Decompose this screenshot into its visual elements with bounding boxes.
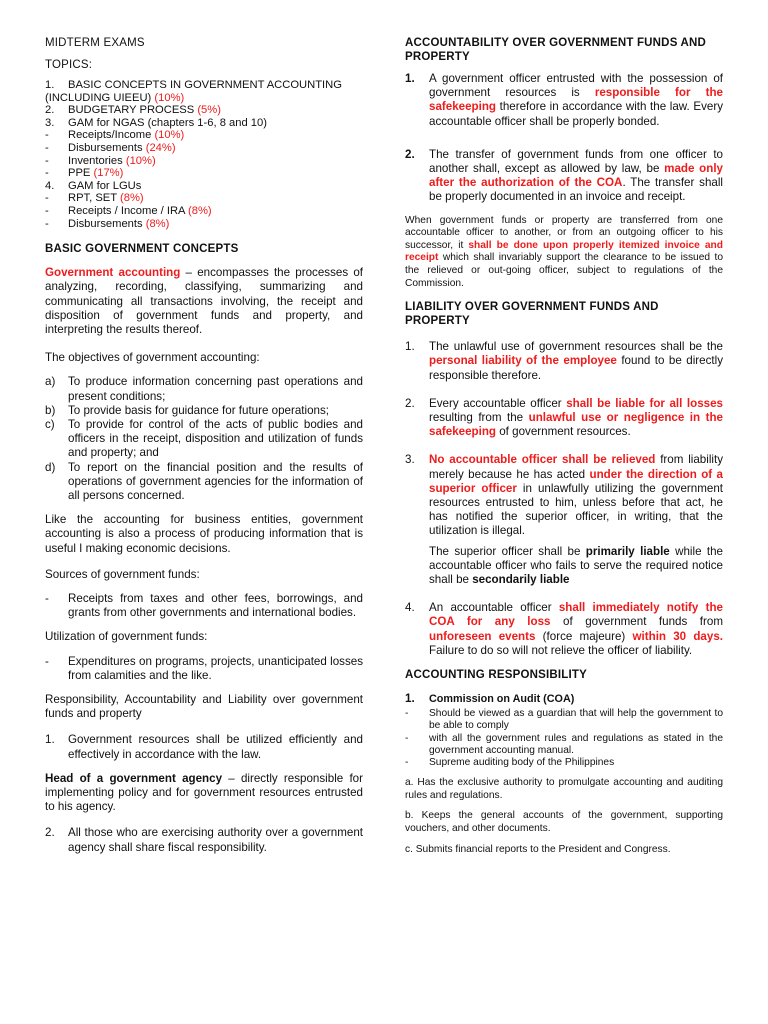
- item-marker: 3.: [405, 453, 415, 467]
- resources-text: Government resources shall be utilized efficiently and effectively in accordance with the law.: [68, 733, 363, 761]
- objective-marker: b): [45, 403, 56, 417]
- like-accounting-paragraph: Like the accounting for business entities, government accounting is also a process of producing information that is useful I making economic decisions.: [45, 513, 363, 555]
- topic-marker: 2.: [45, 104, 55, 117]
- topic-text: Disbursements: [68, 141, 146, 154]
- topic-item: [45, 218, 363, 231]
- note-text: while the accountable officer who fails to serve the required notice shall be: [429, 544, 724, 587]
- dash-marker: -: [405, 732, 409, 744]
- liability-text: resulting from the: [429, 411, 529, 424]
- accountability-text: . The transfer shall be properly documented in an invoice and receipt.: [429, 176, 723, 204]
- superior-officer-note: [405, 545, 723, 588]
- transfer-note: [405, 215, 723, 291]
- liability-text: found to be directly responsible therefore.: [429, 354, 723, 382]
- topic-weight: (8%): [145, 217, 170, 230]
- topic-weight: (5%): [197, 104, 221, 117]
- liability-text: from liability merely because he has acted: [429, 453, 723, 481]
- topic-item: [45, 142, 363, 155]
- accountability-heading: ACCOUNTABILITY OVER GOVERNMENT FUNDS AND PROPERTY: [405, 37, 707, 63]
- fiscal-responsibility-item: [45, 826, 363, 854]
- accountability-item: [405, 72, 723, 129]
- topic-marker: 4.: [45, 179, 55, 192]
- topic-item: [45, 167, 363, 180]
- liability-item: [405, 340, 723, 383]
- transfer-note-text: When government funds or property are transferred from one accountable officer to another, or from an outgoing officer to his successor, it: [405, 214, 723, 251]
- topic-text: GAM for LGUs: [68, 179, 142, 192]
- topic-item: [45, 129, 363, 142]
- topic-marker: -: [45, 141, 49, 154]
- objective-text: To provide for control of the acts of public bodies and officers in the receipt, disposition and utilization of funds and property; and: [68, 417, 363, 460]
- highlight-text: within 30 days.: [632, 629, 723, 643]
- gov-accounting-text: – encompasses the processes of analyzing, recording, classifying, summarizing and communicating all transactions involving, the receipt and disposition of government funds and property, and interpreting the results thereof.: [45, 266, 363, 336]
- topic-marker: -: [45, 204, 49, 217]
- sources-label: Sources of government funds:: [45, 567, 200, 581]
- topic-text: BUDGETARY PROCESS: [68, 104, 198, 117]
- coa-point: a. Has the exclusive authority to promulgate accounting and auditing rules and regulations.: [405, 777, 723, 801]
- liability-text: Every accountable officer: [429, 396, 567, 410]
- item-marker: 2.: [405, 147, 415, 161]
- topic-item: [45, 192, 363, 205]
- accountability-text: therefore in accordance with the law. Every accountable officer shall be properly bonded.: [429, 100, 723, 128]
- coa-text: with all the government rules and regulations as stated in the government accounting manual.: [429, 732, 723, 756]
- topic-weight: (10%): [154, 91, 185, 104]
- accountability-text: A government officer entrusted with the possession of government resources is: [429, 72, 723, 100]
- responsibility-paragraph: Responsibility, Accountability and Liability over government funds and property: [45, 693, 363, 721]
- topic-text: PPE: [68, 167, 94, 180]
- item-marker: 1.: [405, 72, 415, 85]
- coa-point: c. Submits financial reports to the President and Congress.: [405, 843, 671, 855]
- highlight-text: made only after the authorization of the COA: [429, 162, 723, 190]
- coa-item: [405, 708, 723, 732]
- highlight-text: under the direction of a superior officer: [429, 467, 724, 495]
- objective-text: To produce information concerning past operations and present conditions;: [68, 375, 363, 403]
- objective-text: To report on the financial position and the results of operations of government agencies for the information of all persons concerned.: [68, 460, 363, 502]
- liability-text: of government resources.: [496, 425, 631, 439]
- left-column: [45, 30, 363, 855]
- item-marker: 1.: [45, 733, 55, 747]
- liability-text: An accountable officer: [429, 601, 559, 615]
- liability-item: [405, 397, 723, 440]
- fiscal-responsibility-text: All those who are exercising authority over a government agency shall share fiscal responsibility.: [68, 826, 363, 854]
- highlight-text: shall immediately notify the COA for any loss: [429, 601, 723, 629]
- topic-marker: 1.: [45, 79, 55, 91]
- objective-marker: c): [45, 417, 55, 431]
- topic-text: RPT, SET: [68, 192, 121, 205]
- right-column: [405, 30, 723, 856]
- objective-text: To provide basis for guidance for future operations;: [68, 403, 330, 417]
- topics-list: [45, 79, 363, 230]
- highlight-text: personal liability of the employee: [429, 354, 617, 368]
- topic-item: [45, 180, 363, 193]
- liability-text: (force majeure): [535, 629, 633, 643]
- topic-item: [45, 117, 363, 130]
- coa-item: [405, 757, 723, 769]
- objective-item: [45, 418, 363, 461]
- topic-text: Disbursements: [68, 217, 146, 230]
- liability-item: [405, 601, 723, 658]
- coa-text: Should be viewed as a guardian that will help the government to be able to comply: [429, 708, 723, 732]
- coa-point: b. Keeps the general accounts of the government, supporting vouchers, and other documents.: [405, 810, 723, 835]
- topic-marker: -: [45, 192, 49, 205]
- bold-text: primarily liable: [585, 544, 670, 558]
- dash-marker: -: [405, 708, 409, 720]
- dash-marker: -: [405, 757, 409, 769]
- topic-marker: -: [45, 154, 49, 167]
- topic-weight: (8%): [120, 192, 144, 205]
- topic-item: [45, 205, 363, 218]
- highlight-text: No accountable officer shall be relieved: [429, 453, 656, 467]
- accounting-responsibility-heading: ACCOUNTING RESPONSIBILITY: [405, 669, 587, 682]
- highlight-text: responsible for the safekeeping: [429, 86, 723, 114]
- dash-marker: -: [45, 654, 49, 668]
- topic-marker: -: [45, 217, 49, 230]
- dash-marker: -: [45, 591, 49, 605]
- utilization-text: Expenditures on programs, projects, unanticipated losses from calamities and the like.: [68, 654, 363, 682]
- exam-title: MIDTERM EXAMS: [45, 37, 145, 49]
- accountability-item: [405, 148, 723, 205]
- objective-item: [45, 404, 363, 418]
- note-text: The superior officer shall be: [429, 544, 586, 558]
- topic-marker: -: [45, 167, 49, 180]
- topic-text: (INCLUDING UIEEU): [45, 91, 155, 104]
- basic-concepts-heading: BASIC GOVERNMENT CONCEPTS: [45, 243, 239, 256]
- objective-marker: a): [45, 375, 56, 389]
- transfer-note-text: which shall invariably support the clearance to be issued to the relieved or out-going officer, subject to regulations of the Commission.: [405, 252, 723, 289]
- item-marker: 2.: [405, 396, 415, 410]
- topic-weight: (17%): [93, 167, 124, 180]
- objectives-intro: The objectives of government accounting:: [45, 351, 260, 365]
- resources-item: [45, 733, 363, 761]
- liability-text: Failure to do so will not relieve the officer of liability.: [429, 643, 693, 657]
- objective-item: [45, 375, 363, 403]
- topic-item: [45, 104, 363, 117]
- objective-item: [45, 461, 363, 504]
- topic-weight: (24%): [145, 141, 176, 154]
- topic-marker: -: [45, 129, 49, 142]
- topic-text: Receipts/Income: [68, 129, 155, 142]
- topic-text: Inventories: [68, 154, 126, 167]
- coa-text: Supreme auditing body of the Philippines: [429, 757, 615, 769]
- topic-weight: (8%): [188, 204, 212, 217]
- highlight-text: shall be liable for all losses: [566, 396, 724, 410]
- topic-weight: (10%): [125, 154, 156, 167]
- accountability-text: The transfer of government funds from one officer to another shall, except as allowed by law, be: [429, 147, 723, 176]
- topic-text: GAM for NGAS (chapters 1-6, 8 and 10): [68, 116, 267, 129]
- gov-accounting-definition: [45, 266, 363, 337]
- sources-item: [45, 592, 363, 620]
- highlight-text: unlawful use or negligence in the safekeeping: [429, 411, 723, 439]
- head-of-agency-text: – directly responsible for implementing policy and for government resources entrusted to his agency.: [45, 771, 363, 814]
- coa-list: [405, 708, 723, 769]
- sources-text: Receipts from taxes and other fees, borrowings, and grants from other governments and international bodies.: [68, 591, 363, 620]
- topic-item: [45, 79, 363, 92]
- gov-accounting-term: Government accounting: [45, 266, 181, 280]
- liability-item: [405, 453, 723, 538]
- item-marker: 4.: [405, 601, 415, 615]
- topic-weight: (10%): [154, 129, 185, 142]
- coa-title: Commission on Audit (COA): [429, 693, 575, 706]
- utilization-item: [45, 655, 363, 683]
- liability-text: The unlawful use of government resources shall be the: [429, 340, 723, 354]
- item-marker: 1.: [405, 340, 415, 354]
- topic-text: BASIC CONCEPTS IN GOVERNMENT ACCOUNTING: [68, 79, 342, 91]
- topic-item: [45, 92, 363, 105]
- head-of-agency-definition: [45, 772, 363, 815]
- liability-heading: LIABILITY OVER GOVERNMENT FUNDS AND PROPERTY: [405, 301, 659, 328]
- objectives-list: [45, 375, 363, 503]
- bold-text: secondarily liable: [472, 573, 570, 587]
- coa-item: [405, 733, 723, 757]
- highlight-text: unforeseen events: [429, 629, 536, 643]
- item-marker: 2.: [45, 826, 55, 840]
- topic-item: [45, 155, 363, 168]
- liability-text: of government funds from: [550, 615, 723, 629]
- item-marker: 1.: [405, 692, 415, 706]
- objective-marker: d): [45, 460, 56, 474]
- highlight-text: shall be done upon properly itemized invoice and receipt: [405, 239, 723, 264]
- head-of-agency-term: Head of a government agency: [45, 771, 223, 785]
- coa-title-row: [405, 692, 723, 706]
- liability-text: in unlawfully utilizing the government resources entrusted to him, unless before that act, he has notified the superior officer, in writing, that the utilization is illegal.: [429, 481, 723, 538]
- topic-marker: 3.: [45, 116, 55, 129]
- topic-text: Receipts / Income / IRA: [68, 204, 189, 217]
- topics-label: TOPICS:: [45, 59, 93, 71]
- utilization-label: Utilization of government funds:: [45, 630, 208, 644]
